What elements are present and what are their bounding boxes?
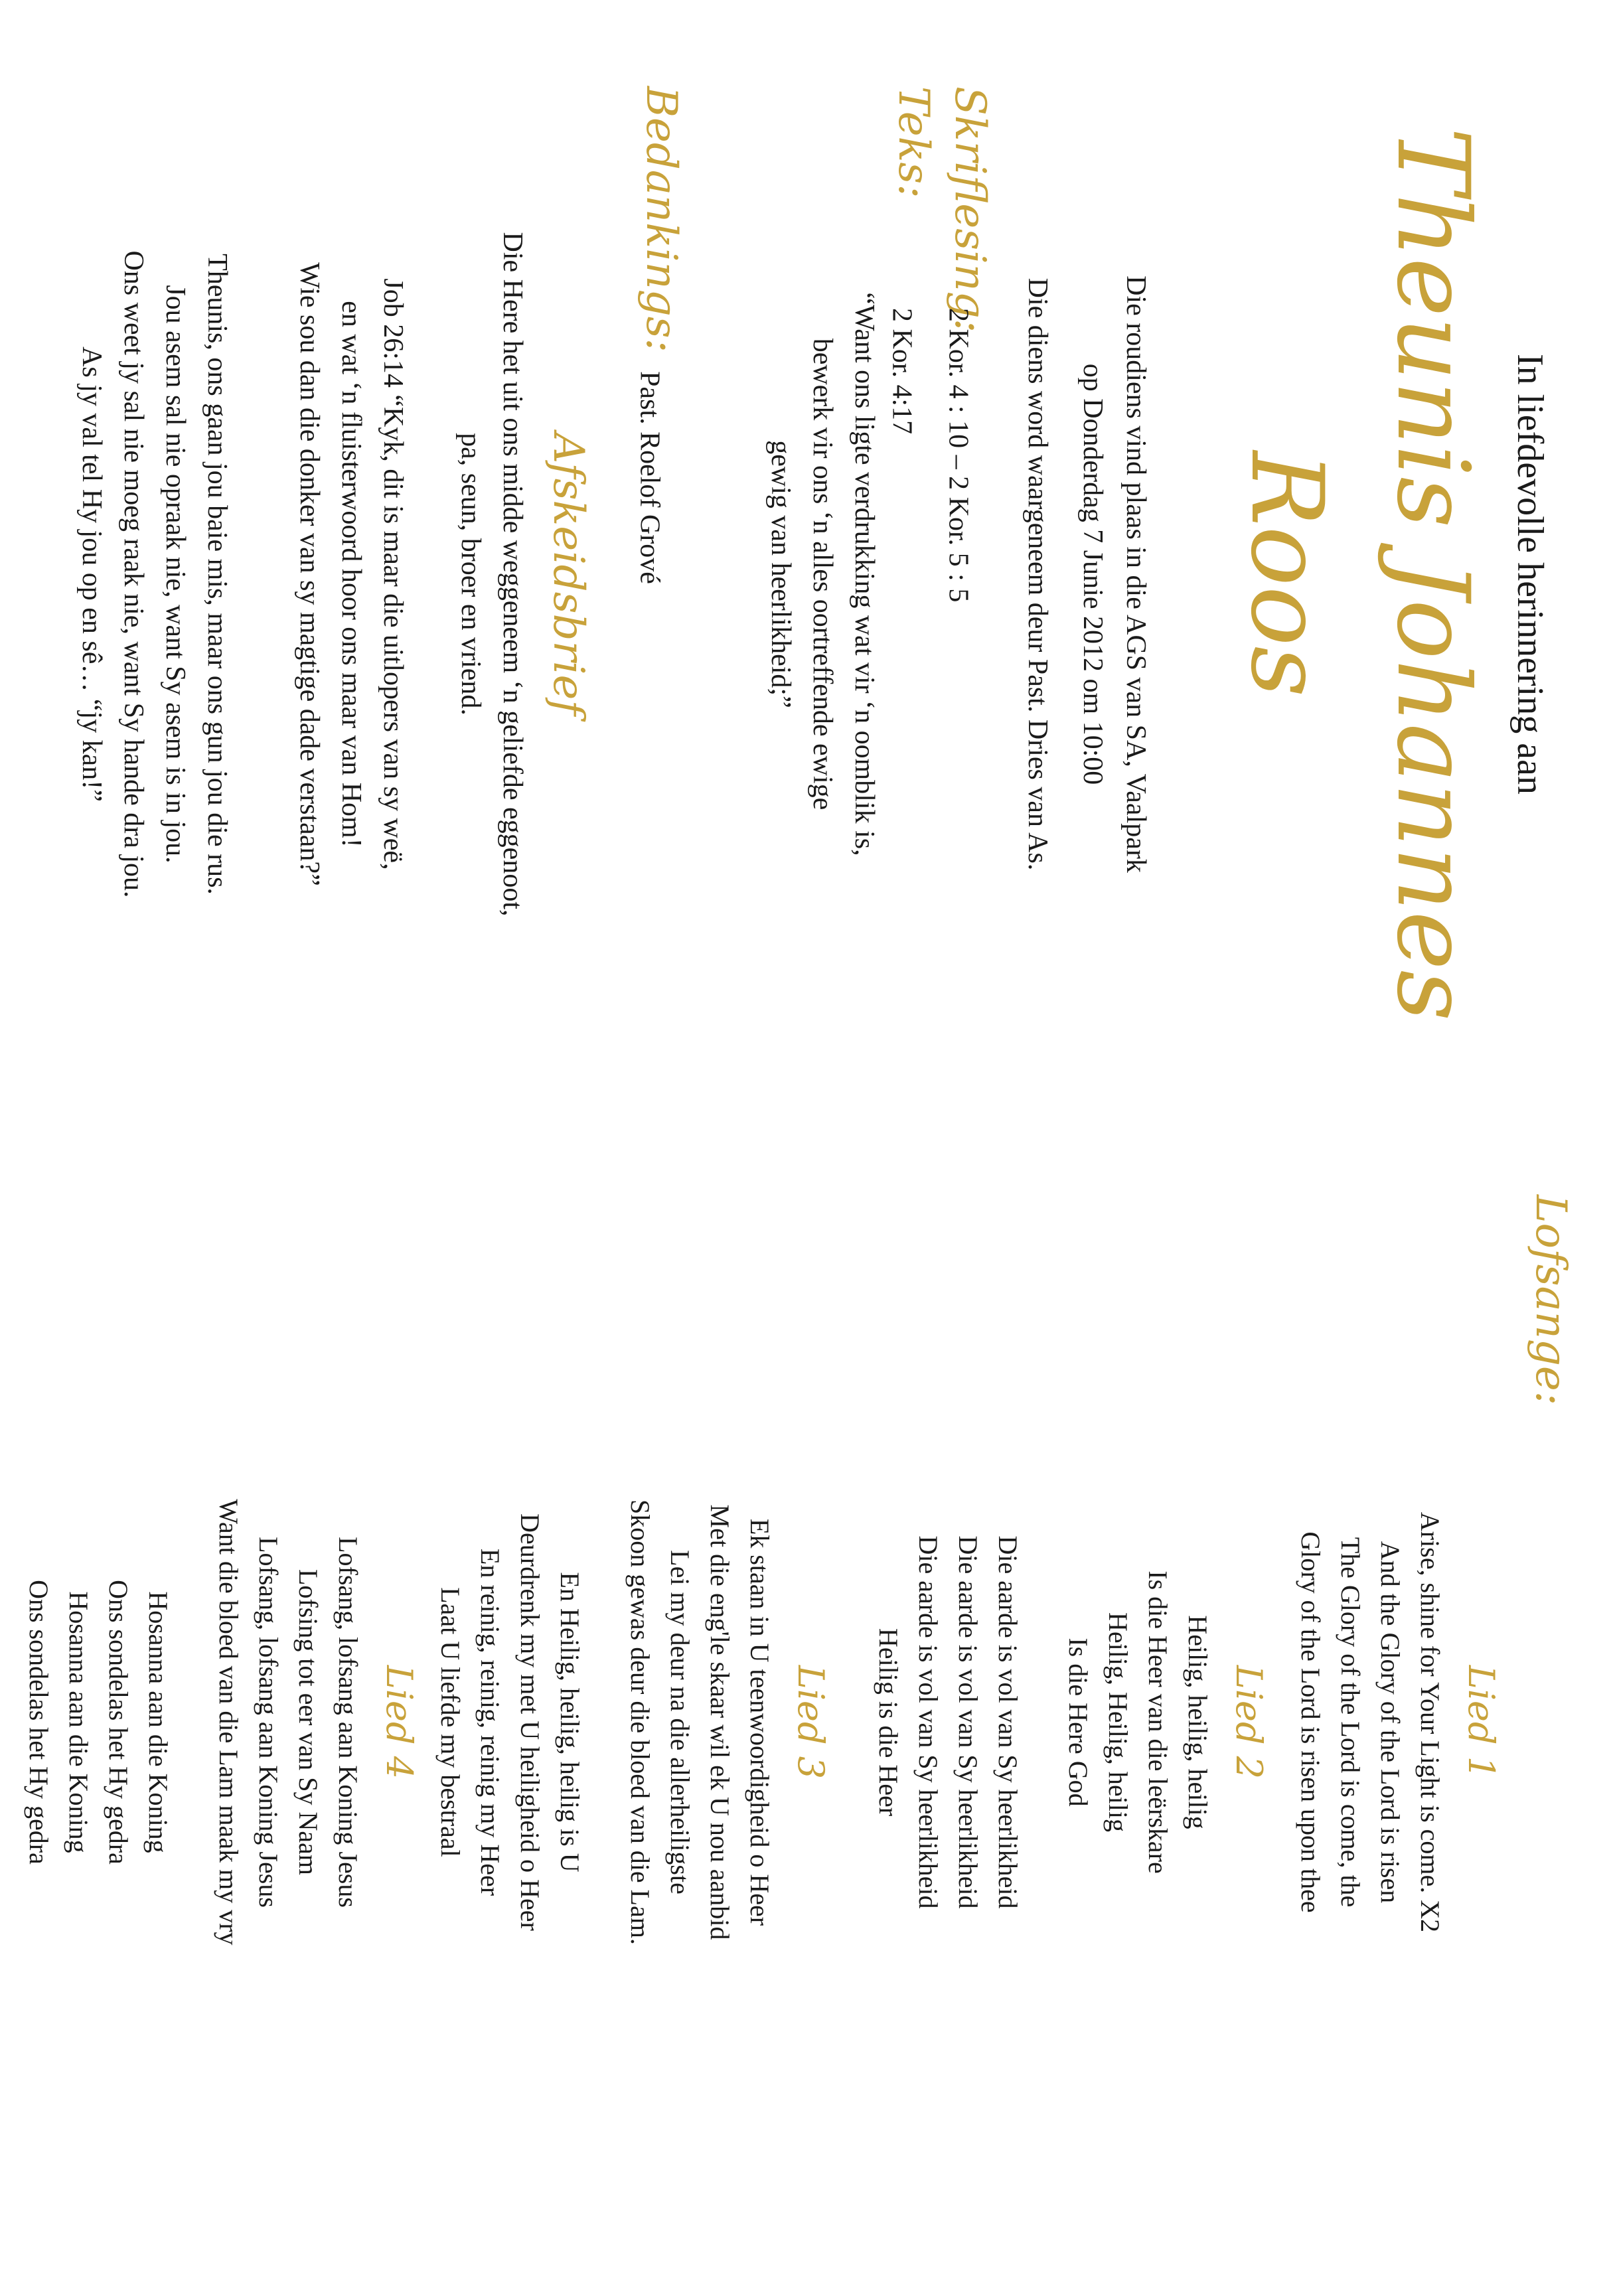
song-line: Arise, shine for Your Light is come. X2 — [1415, 1511, 1446, 1933]
song-title: Lied 3 — [790, 1665, 832, 1780]
afskeidsbrief-title: Afskeidsbrief — [544, 432, 593, 716]
song-line: Glory of the Lord is risen upon thee — [1296, 1531, 1326, 1913]
songs-panel — [0, 1148, 1615, 2296]
job-line: en wat ‘n fluisterwoord hoor ons maar van Hom! — [336, 301, 366, 848]
song-line: Die aarde is vol van Sy heerlikheid — [993, 1535, 1024, 1909]
song-line: The Glory of the Lord is come, the — [1336, 1537, 1366, 1908]
service-details — [1016, 0, 1157, 1148]
farewell-line: Jou asem sal nie opraak nie, want Sy asem is in jou. — [160, 285, 191, 864]
quote-line: gewig van heerlikheid;” — [765, 440, 796, 708]
song-line: Hosanna aan die Koning — [64, 1591, 94, 1853]
song-line: Skoon gewas deur die bloed van die Lam. — [625, 1499, 656, 1945]
song-stanza — [868, 1148, 1028, 2296]
bedankings-label: Bedankings: — [637, 86, 686, 353]
afskeidsbrief-line: Die Here het uit ons midde weggeneem ‘n geliefde eggenoot, — [497, 232, 528, 917]
scripture-reading — [943, 86, 994, 1082]
teks-value: 2 Kor. 4:17 — [886, 308, 917, 435]
song-title: Lied 4 — [378, 1665, 420, 1780]
acknowledgements — [634, 86, 686, 1082]
song-line: Is die Here God — [1063, 1638, 1094, 1807]
song-stanza — [620, 1148, 779, 2296]
afskeidsbrief-line: pa, seun, broer en vriend. — [455, 433, 486, 716]
service-place: Die roudiens vind plaas in die AGS van SA, Vaalpark — [1120, 275, 1151, 873]
deceased-name-last: Roos — [1229, 451, 1344, 698]
song-stanza — [208, 1148, 368, 2296]
farewell-message — [70, 0, 238, 1148]
farewell-line: As jy val tel Hy jou op en sê… “jy kan!” — [76, 346, 107, 802]
teks-label: Teks: — [889, 86, 938, 198]
job-line: Wie sou dan die donker van sy magtige dade verstaan?” — [294, 262, 325, 886]
sermon-text — [886, 86, 938, 1082]
song-line: Die aarde is vol van Sy heerlikheid — [953, 1535, 984, 1909]
quote-line: “Want ons ligte verdrukking wat vir ‘n oomblik is, — [849, 292, 880, 856]
song-line: Deurdrenk my met U heiligheid o Heer — [515, 1513, 546, 1931]
song-line: Lei my deur na die allerheiligste — [665, 1550, 696, 1894]
service-line — [1071, 0, 1157, 1148]
song-lied-1 — [1290, 1148, 1502, 2296]
memorial-intro: In liefdevolle herinnering aan — [1509, 354, 1551, 795]
song-stanza — [430, 1148, 589, 2296]
song-title: Lied 1 — [1460, 1665, 1502, 1780]
song-line: Lofsang, lofsang aan Koning Jesus — [333, 1537, 364, 1908]
song-line: Laat U liefde my bestraal — [435, 1587, 466, 1857]
service-officiant: Die diens word waargeneem deur Past. Dries van As. — [1022, 277, 1053, 871]
deceased-name-first: Theunis Johannes — [1375, 127, 1490, 1022]
song-line: Hosanna aan die Koning — [143, 1591, 174, 1853]
song-line: Lofsing tot eer van Sy Naam — [293, 1569, 324, 1875]
job-line: Job 26:14 “Kyk, dit is maar die uitlopers van sy weë, — [378, 278, 408, 870]
bedankings-value: Past. Roelof Grové — [634, 371, 665, 584]
afskeidsbrief-text — [449, 0, 533, 1148]
song-stanza — [1058, 1148, 1217, 2296]
song-line: Ons sondelas het Hy gedra — [104, 1580, 134, 1865]
scripture-quote — [759, 0, 885, 1148]
song-line: Ons sondelas het Hy gedra — [24, 1580, 54, 1865]
job-quote — [288, 0, 414, 1148]
song-lied-2 — [868, 1148, 1270, 2296]
quote-line: bewerk vir ons ‘n alles oortreffende ewige — [807, 338, 838, 810]
song-line: Heilig is die Heer — [874, 1628, 904, 1817]
song-line: Die aarde is vol van Sy heerlikheid — [913, 1535, 944, 1909]
skriflesing-label: Skriflesing: — [945, 86, 994, 333]
song-title: Lied 2 — [1228, 1665, 1270, 1780]
song-line: And the Glory of the Lord is risen — [1375, 1541, 1406, 1904]
song-stanza — [1290, 1148, 1450, 2296]
song-line: Lofsang, lofsang aan Koning Jesus — [254, 1537, 284, 1908]
song-line: En reinig, reinig, reinig my Heer — [475, 1548, 506, 1896]
song-line: Want die bloed van die Lam maak my vry — [214, 1499, 244, 1946]
song-line: Heilig, heilig, heilig — [1183, 1615, 1213, 1829]
lofsange-heading: Lofsange: — [1526, 1195, 1575, 1406]
song-lied-3 — [430, 1148, 832, 2296]
skriflesing-value: 2 Kor. 4 : 10 – 2 Kor. 5 : 5 — [943, 308, 974, 603]
song-line: En Heilig, heilig, heilig is U — [555, 1572, 585, 1873]
song-line: Heilig, Heilig, heilig — [1103, 1612, 1134, 1833]
song-line: Ek staan in U teenwoordigheid o Heer — [745, 1518, 775, 1926]
song-line: Met die eng'le skaar wil ek U nou aanbid — [705, 1504, 735, 1940]
farewell-line: Ons weet jy sal nie moeg raak nie, want Sy hande dra jou. — [118, 250, 149, 898]
song-stanza — [19, 1148, 178, 2296]
song-lied-4 — [19, 1148, 420, 2296]
farewell-line: Theunis, ons gaan jou baie mis, maar ons gun jou die rus. — [202, 254, 232, 895]
service-date: op Donderdag 7 Junie 2012 om 10:00 — [1077, 363, 1108, 785]
song-line: Is die Heer van die leërskare — [1143, 1570, 1174, 1874]
